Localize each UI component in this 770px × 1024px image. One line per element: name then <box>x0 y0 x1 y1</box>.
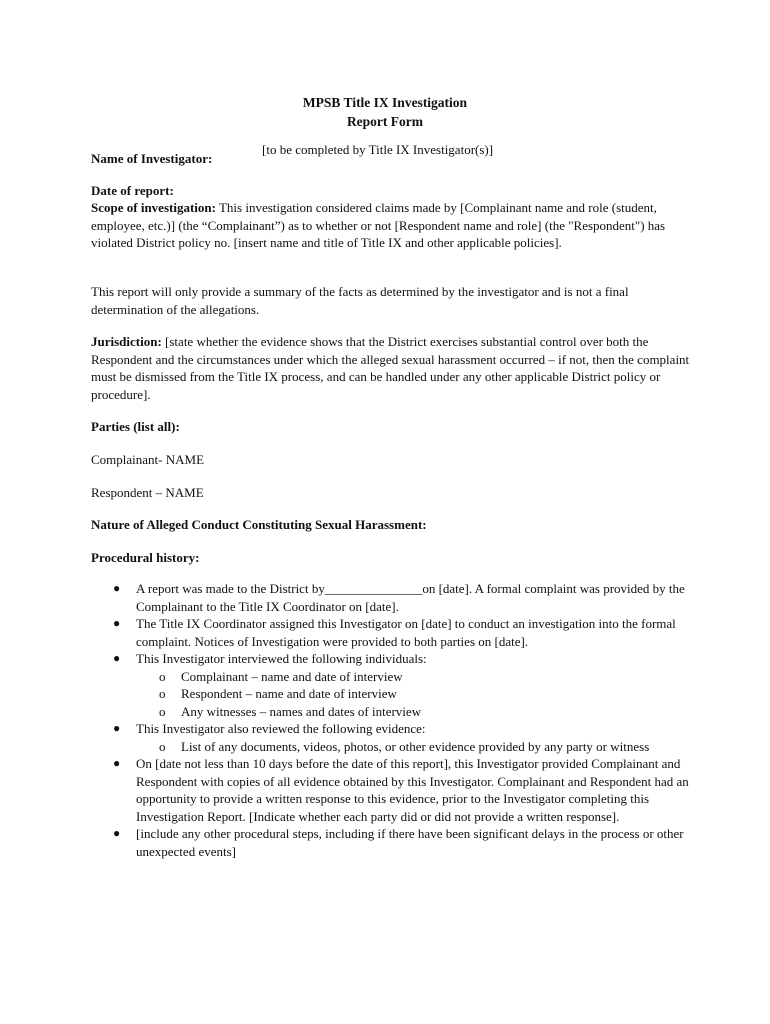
nature-label-text: Nature of Alleged Conduct Constituting Sexual Harassment: <box>91 517 427 532</box>
respondent-line: Respondent – NAME <box>91 485 204 500</box>
sub-bullet-icon: o <box>159 686 166 701</box>
list-item-text: This Investigator also reviewed the following evidence: <box>136 721 426 736</box>
jurisdiction-section <box>91 333 691 403</box>
report-date-label <box>91 182 691 200</box>
sub-list-item <box>91 738 691 756</box>
procedural-history-label-text: Procedural history: <box>91 550 200 565</box>
list-item-text: A report was made to the District by_______________on [date]. A formal complaint was provided by the Complainant to the Title IX Coordinator on [date]. <box>136 581 685 614</box>
document-subtitle-title: Report Form <box>346 114 424 129</box>
parties-label <box>91 418 691 436</box>
list-item <box>91 825 691 860</box>
sub-list-item <box>91 685 691 703</box>
summary-text: This report will only provide a summary of the facts as determined by the investigator and is not a final determination of the allegations. <box>91 284 629 317</box>
scope-label: Scope of investigation: <box>91 200 216 215</box>
sub-list-item-text: Respondent – name and date of interview <box>181 686 397 701</box>
sub-list-item <box>91 668 691 686</box>
bullet-icon: ● <box>113 616 121 630</box>
sub-list-item-text: Complainant – name and date of interview <box>181 668 403 684</box>
report-date-label-text: Date of report: <box>91 183 174 198</box>
form-instruction: [to be completed by Title IX Investigator(s)] <box>262 142 494 157</box>
list-item-text: On [date not less than 10 days before the date of this report], this Investigator provided Complainant and Respondent with copies of all evidence obtained by this Investigator. Complainant and Respondent had an opportunity to provide a written response to this evidence, prior to the Investigator completing this Investigation Report. [Indicate whether each party did or did not provide a written response]. <box>136 756 689 824</box>
list-item <box>91 615 691 650</box>
sub-bullet-icon: o <box>159 703 166 719</box>
bullet-icon: ● <box>113 756 121 770</box>
jurisdiction-text: [state whether the evidence shows that the District exercises substantial control over both the Respondent and the circumstances under which the alleged sexual harassment occurred – if not, then the complaint must be dismissed from the Title IX process, and can be handled under any other applicable District policy or procedure]. <box>91 334 690 402</box>
list-item-text: This Investigator interviewed the following individuals: <box>136 651 427 666</box>
nature-label <box>91 516 691 534</box>
sub-list-item <box>91 703 691 721</box>
sub-list-item-text: List of any documents, videos, photos, or other evidence provided by any party or witness <box>181 738 650 754</box>
complainant-line: Complainant- NAME <box>91 452 205 467</box>
list-item-text: [include any other procedural steps, including if there have been significant delays in the process or other unexpected events] <box>136 826 684 859</box>
bullet-icon: ● <box>113 651 121 665</box>
investigator-name-label: Name of Investigator: <box>91 151 213 166</box>
list-item <box>91 720 691 738</box>
summary-paragraph <box>91 283 691 318</box>
procedural-history-label <box>91 549 691 567</box>
sub-list-item-text: Any witnesses – names and dates of interview <box>181 703 422 719</box>
scope-text: This investigation considered claims made by [Complainant name and role (student, employee, etc.)] (the “Complainant”) as to whether or not [Respondent name and role] (the "Respondent") has violated District policy no. [insert name and title of Title IX and other applicable policies]. <box>91 200 666 250</box>
list-item <box>91 580 691 615</box>
bullet-icon: ● <box>113 721 121 735</box>
scope-section <box>91 199 691 252</box>
procedural-history-list <box>91 580 691 860</box>
document-title: MPSB Title IX Investigation <box>302 95 468 110</box>
sub-bullet-icon: o <box>159 738 166 754</box>
sub-bullet-icon: o <box>159 668 166 684</box>
list-item-text: The Title IX Coordinator assigned this Investigator on [date] to conduct an investigation into the formal complaint. Notices of Investigation were provided to both parties on [date]. <box>136 616 676 649</box>
bullet-icon: ● <box>113 826 121 840</box>
list-item <box>91 650 691 668</box>
jurisdiction-label: Jurisdiction: <box>91 334 162 349</box>
parties-label-text: Parties (list all): <box>91 419 180 434</box>
list-item <box>91 755 691 825</box>
bullet-icon: ● <box>113 581 121 595</box>
